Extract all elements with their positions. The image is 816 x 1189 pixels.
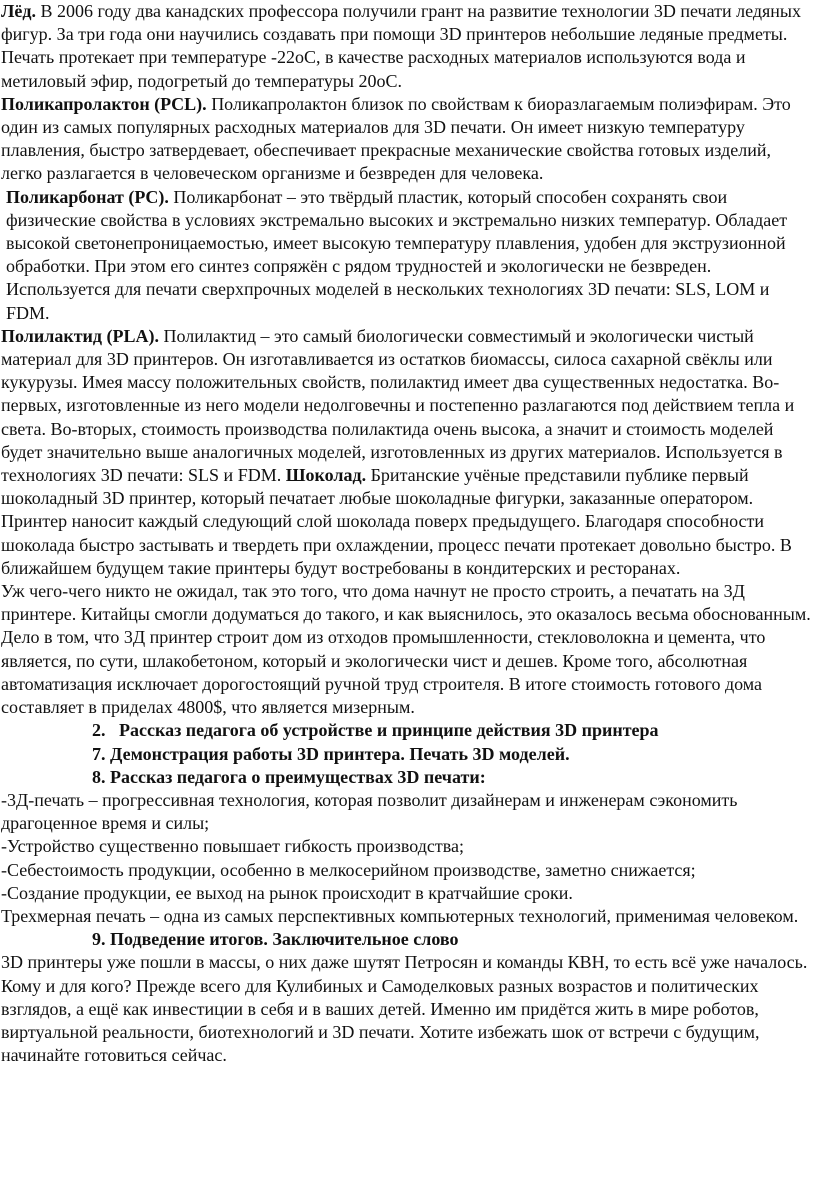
paragraph-pc-text: Поликарбонат – это твёрдый пластик, который способен сохранять свои физические свойства в условиях экстремально высоких и экстремально низких температур. Обладает высокой светонепроницаемостью, имеет высокую температуру плавления, удобен для экструзионной обработки. При этом его синтез сопряжён с рядом трудностей и экологически не безвреден. Используется для печати сверхпрочных моделей в нескольких технологиях 3D печати: SLS, LOM и FDM.: [6, 186, 788, 323]
heading-step-2-number: 2.: [92, 720, 106, 741]
term-pla: Полилактид (PLA).: [1, 325, 160, 346]
paragraph-pla-text: Полилактид – это самый биологически совместимый и экологически чистый материал для 3D принтеров. Он изготавливается из остатков биомассы, силоса сахарной свёклы или кукурузы. Имея массу положительных свойств, полилактид имеет два существенных недостатка. Во-первых, изготовленные из него модели недолговечны и постепенно разлагаются под действием тепла и света. Во-вторых, стоимость производства полилактида очень высока, а значит и стоимость моделей будет значительно выше аналогичных моделей, изготовленных из других материалов. Используется в технологиях 3D печати: SLS и FDM.: [1, 325, 795, 486]
advantage-item: -Устройство существенно повышает гибкость производства;: [1, 836, 465, 857]
advantage-item: -Себестоимость продукции, особенно в мелкосерийном производстве, заметно снижается;: [1, 859, 696, 880]
closing-paragraph: 3D принтеры уже пошли в массы, о них даже шутят Петросян и команды КВН, то есть всё уже началось.: [1, 952, 808, 973]
paragraph-chocolate-text: Британские учёные представили публике первый шоколадный 3D принтер, который печатает любые шоколадные фигурки, заказанные оператором. Принтер наносит каждый следующий слой шоколада поверх предыдущего. Благодаря способности шоколада быстро застывать и твердеть при охлаждении, процесс печати протекает довольно быстро. В ближайшем будущем такие принтеры будут востребованы в кондитерских и ресторанах.: [1, 465, 792, 578]
paragraph-house-cost: Дело в том, что 3Д принтер строит дом из отходов промышленности, стекловолокна и цемента, что является, по сути, шлакобетоном, который и экологически чист и дешев. Кроме того, абсолютная автоматизация исключает дорогостоящий ручной труд строителя. В итоге стоимость готового дома составляет в приделах 4800$, что является мизерным.: [1, 627, 766, 718]
term-pcl: Поликапролактон (PCL).: [1, 93, 207, 114]
advantage-item: -Создание продукции, ее выход на рынок происходит в кратчайшие сроки.: [1, 882, 573, 903]
heading-step-9: 9. Подведение итогов. Заключительное слово: [92, 929, 459, 950]
heading-step-2: [1, 719, 816, 742]
paragraph-pla: [1, 325, 816, 580]
paragraph-pc: [1, 186, 816, 325]
paragraph-pcl-text: Поликапролактон близок по свойствам к биоразлагаемым полиэфирам. Это один из самых популярных расходных материалов для 3D печати. Он имеет низкую температуру плавления, быстро затвердевает, обеспечивает прекрасные механические свойства готовых изделий, легко разлагается в человеческом организме и безвреден для человека.: [1, 93, 791, 184]
heading-step-2-text: Рассказ педагога об устройстве и принципе действия 3D принтера: [119, 720, 659, 741]
closing-paragraph: Кому и для кого? Прежде всего для Кулибиных и Самоделковых разных возрастов и политических взглядов, а ещё как инвестиции в себя и в ваших детей. Именно им придётся жить в мире роботов, виртуальной реальности, биотехнологий и 3D печати. Хотите избежать шок от встречи с будущим, начинайте готовиться сейчас.: [1, 975, 760, 1066]
advantage-summary: Трехмерная печать – одна из самых перспективных компьютерных технологий, применимая человеком.: [1, 905, 799, 926]
paragraph-pcl: [1, 93, 816, 186]
heading-step-8: 8. Рассказ педагога о преимуществах 3D печати:: [92, 766, 486, 787]
paragraph-ice: [1, 0, 816, 93]
paragraph-ice-text: В 2006 году два канадских профессора получили грант на развитие технологии 3D печати ледяных фигур. За три года они научились создавать при помощи 3D принтеров небольшие ледяные предметы. Печать протекает при температуре -22оС, в качестве расходных материалов используются вода и метиловый эфир, подогретый до температуры 20оС.: [1, 1, 801, 91]
heading-step-7: 7. Демонстрация работы 3D принтера. Печать 3D моделей.: [92, 743, 570, 764]
term-chocolate: Шоколад.: [285, 465, 367, 486]
paragraph-houses: Уж чего-чего никто не ожидал, так это того, что дома начнут не просто строить, а печатать на 3Д принтере. Китайцы смогли додуматься до такого, и как выяснилось, это оказалось весьма обоснованным.: [1, 581, 811, 625]
term-pc: Поликарбонат (PC).: [6, 186, 169, 207]
term-ice: Лёд.: [1, 1, 37, 21]
advantage-item: -3Д-печать – прогрессивная технология, которая позволит дизайнерам и инженерам сэкономить драгоценное время и силы;: [1, 789, 738, 834]
